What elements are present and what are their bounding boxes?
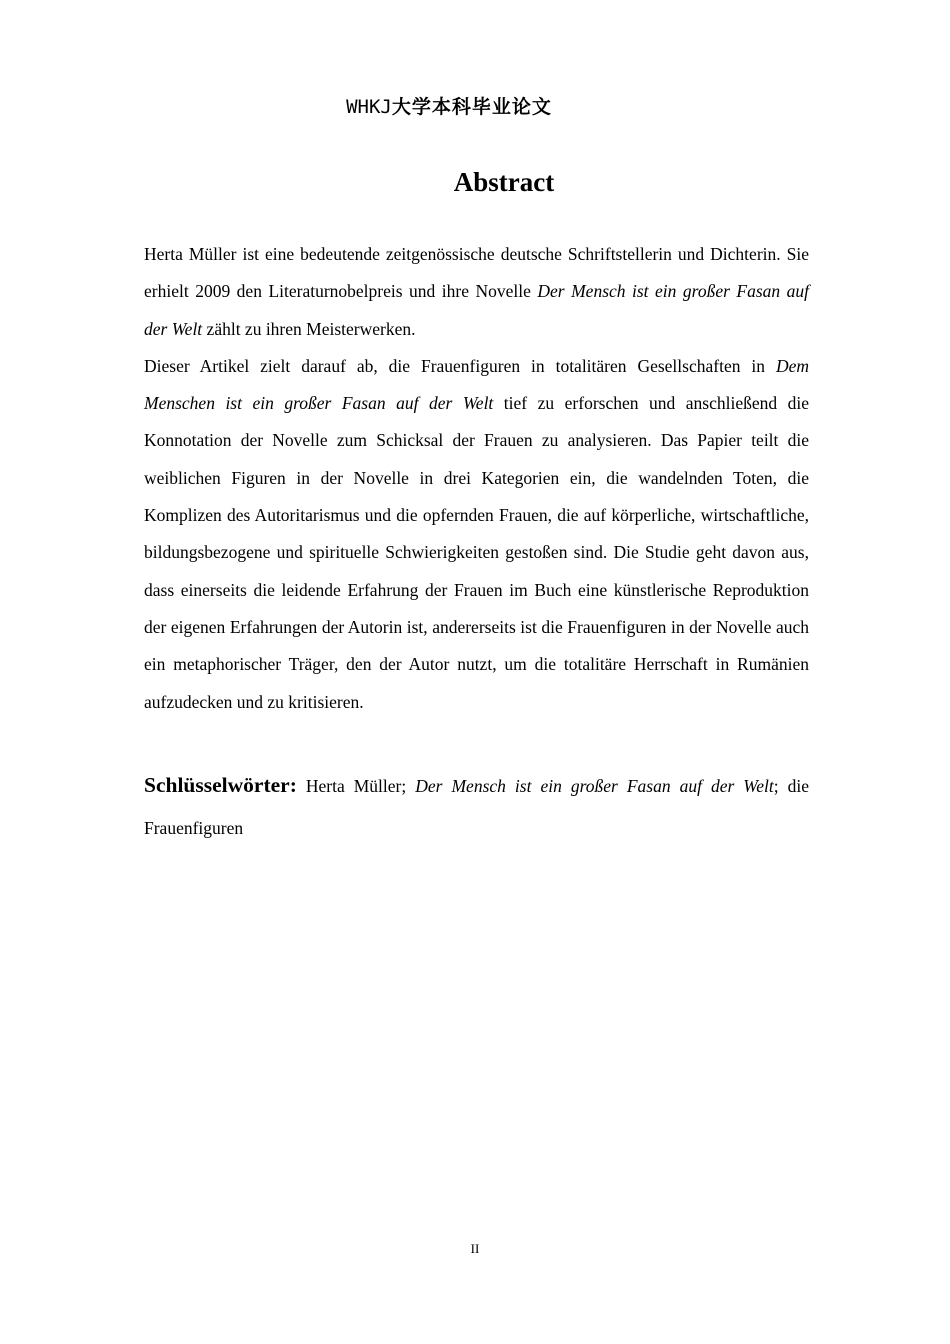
abstract-body (144, 236, 809, 721)
keywords-label: Schlüsselwörter: (144, 773, 297, 797)
header-chinese: 大学本科毕业论文 (391, 96, 552, 118)
abstract-paragraph-2 (144, 348, 809, 721)
paragraph-1-novel-title: Der Mensch ist ein großer Fasan auf der Welt (144, 281, 809, 339)
abstract-title: Abstract (453, 167, 555, 197)
keyword-author: Herta Müller; (296, 776, 416, 796)
paragraph-2-text-b: tief zu erforschen und anschließend die Konnotation der Novelle zum Schicksal der Frauen zu analysieren. Das Papier teilt die weiblichen Figuren in der Novelle in drei Kategorien ein, die wandelnden Toten, die Komplizen des Autoritarismus und die opfernden Frauen, die auf körperliche, wirtschaftliche, bildungsbezogene und spirituelle Schwierigkeiten gestoßen sind. Die Studie geht davon aus, dass einerseits die leidende Erfahrung der Frauen im Buch eine künstlerische Reproduktion der eigenen Erfahrungen der Autorin ist, andererseits ist die Frauenfiguren in der Novelle auch ein metaphorischer Träger, den der Autor nutzt, um die totalitäre Herrschaft in Rumänien aufzudecken und zu kritisieren. (144, 393, 809, 712)
header-latin: WHKJ (346, 96, 392, 118)
paragraph-2-text-a: Dieser Artikel zielt darauf ab, die Frauenfiguren in totalitären Gesellschaften in (144, 355, 776, 376)
running-header (0, 94, 898, 120)
keyword-novel-title: Der Mensch ist ein großer Fasan auf der Welt (415, 776, 774, 796)
abstract-paragraph-1 (144, 236, 809, 348)
paragraph-1-text-a: Herta Müller ist eine bedeutende zeitgenössische deutsche Schriftstellerin und Dichterin. Sie erhielt 2009 den Literaturnobelpreis und ihre Novelle (144, 244, 809, 302)
page-number: II (470, 1241, 480, 1256)
keywords-line (144, 764, 809, 849)
paragraph-2-novel-title: Dem Menschen ist ein großer Fasan auf der Welt (144, 355, 809, 414)
keyword-figures: ; die Frauenfiguren (144, 776, 809, 838)
paragraph-1-text-b: zählt zu ihren Meisterwerken. (202, 318, 416, 339)
